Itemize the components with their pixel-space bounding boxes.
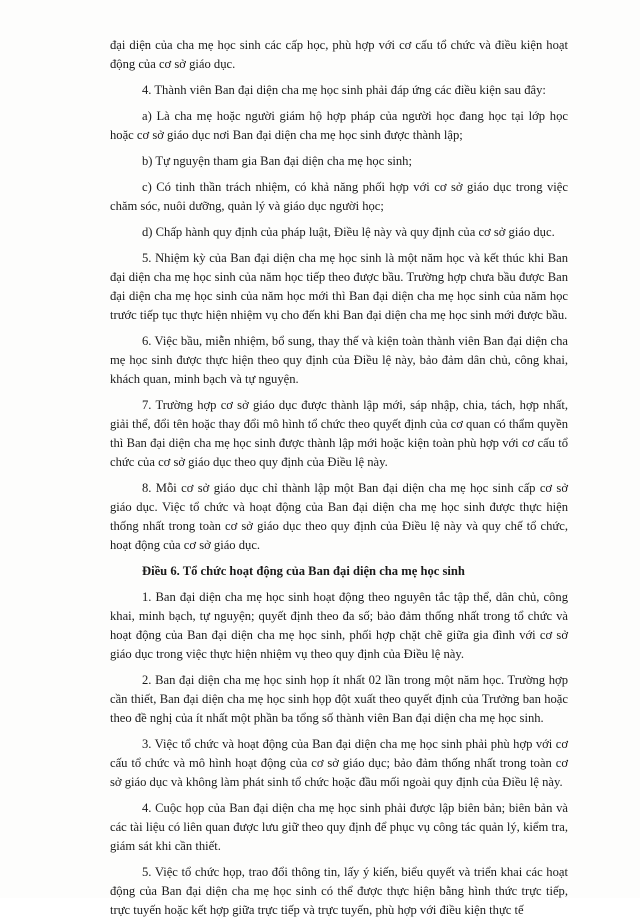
paragraph-clause-4b: b) Tự nguyện tham gia Ban đại diện cha mẹ học sinh; xyxy=(142,154,412,168)
paragraph-clause-8: 8. Mỗi cơ sở giáo dục chỉ thành lập một Ban đại diện cha mẹ học sinh cấp cơ sở giáo dục. Việc tổ chức và hoạt động của Ban đại diện cha mẹ học sinh được thực hiện thống nhất trong toàn cơ sở giáo dục theo quy định của Điều lệ này và quy chế tổ chức, hoạt động của cơ sở giáo dục. xyxy=(110,481,568,552)
paragraph-clause-5: 5. Nhiệm kỳ của Ban đại diện cha mẹ học sinh là một năm học và kết thúc khi Ban đại diện cha mẹ học sinh của năm học tiếp theo được bầu. Trường hợp chưa bầu được Ban đại diện cha mẹ học sinh của năm học mới thì Ban đại diện cha mẹ học sinh của năm học trước tiếp tục thực hiện nhiệm vụ cho đến khi Ban đại diện cha mẹ học sinh mới được bầu. xyxy=(110,251,568,322)
paragraph-clause-4a: a) Là cha mẹ hoặc người giám hộ hợp pháp của người học đang học tại lớp học hoặc cơ sở giáo dục nơi Ban đại diện cha mẹ học sinh được thành lập; xyxy=(110,109,568,142)
paragraph-clause-4c: c) Có tinh thần trách nhiệm, có khả năng phối hợp với cơ sở giáo dục trong việc chăm sóc, nuôi dưỡng, quản lý và giáo dục người học; xyxy=(110,180,568,213)
article-6-clause-4: 4. Cuộc họp của Ban đại diện cha mẹ học sinh phải được lập biên bản; biên bản và các tài liệu có liên quan được lưu giữ theo quy định để phục vụ công tác quản lý, kiểm tra, giám sát khi cần thiết. xyxy=(110,801,568,853)
article-6-clause-3: 3. Việc tổ chức và hoạt động của Ban đại diện cha mẹ học sinh phải phù hợp với cơ cấu tổ chức và mô hình hoạt động của cơ sở giáo dục; bảo đảm thống nhất trong toàn cơ sở giáo dục và không làm phát sinh tổ chức hoặc đầu mối ngoài quy định của Điều lệ này. xyxy=(110,737,568,789)
paragraph-continued: đại diện của cha mẹ học sinh các cấp học, phù hợp với cơ cấu tổ chức và điều kiện hoạt động của cơ sở giáo dục. xyxy=(110,38,568,71)
paragraph-clause-7: 7. Trường hợp cơ sở giáo dục được thành lập mới, sáp nhập, chia, tách, hợp nhất, giải thể, đổi tên hoặc thay đổi mô hình tổ chức theo quyết định của cơ quan có thẩm quyền thì Ban đại diện cha mẹ học sinh được thành lập mới hoặc kiện toàn phù hợp với cơ cấu tổ chức của cơ sở giáo dục theo quy định của Điều lệ này. xyxy=(110,398,568,469)
article-6-clause-1: 1. Ban đại diện cha mẹ học sinh hoạt động theo nguyên tắc tập thể, dân chủ, công khai, minh bạch, tự nguyện; quyết định theo đa số; bảo đảm thống nhất trong tổ chức và hoạt động của Ban đại diện cha mẹ học sinh, phối hợp chặt chẽ giữa gia đình với cơ sở giáo dục trong việc thực hiện nhiệm vụ theo quy định của Điều lệ này. xyxy=(110,590,568,661)
article-6-heading: Điều 6. Tổ chức hoạt động của Ban đại diện cha mẹ học sinh xyxy=(142,564,465,578)
paragraph-clause-4: 4. Thành viên Ban đại diện cha mẹ học sinh phải đáp ứng các điều kiện sau đây: xyxy=(142,83,546,97)
paragraph-clause-6: 6. Việc bầu, miễn nhiệm, bổ sung, thay thế và kiện toàn thành viên Ban đại diện cha mẹ học sinh được thực hiện theo quy định của Điều lệ này, bảo đảm dân chủ, công khai, khách quan, minh bạch và tự nguyện. xyxy=(110,334,568,386)
article-6-clause-2: 2. Ban đại diện cha mẹ học sinh họp ít nhất 02 lần trong một năm học. Trường hợp cần thiết, Ban đại diện cha mẹ học sinh họp đột xuất theo quyết định của Trưởng ban hoặc theo đề nghị của ít nhất một phần ba tổng số thành viên Ban đại diện cha mẹ học sinh. xyxy=(110,673,568,725)
article-6-clause-5: 5. Việc tổ chức họp, trao đổi thông tin, lấy ý kiến, biểu quyết và triển khai các hoạt động của Ban đại diện cha mẹ học sinh có thể được thực hiện bằng hình thức trực tiếp, trực tuyến hoặc kết hợp giữa trực tiếp và trực tuyến, phù hợp với điều kiện thực tế xyxy=(110,865,568,917)
paragraph-clause-4d: d) Chấp hành quy định của pháp luật, Điều lệ này và quy định của cơ sở giáo dục. xyxy=(142,225,555,239)
